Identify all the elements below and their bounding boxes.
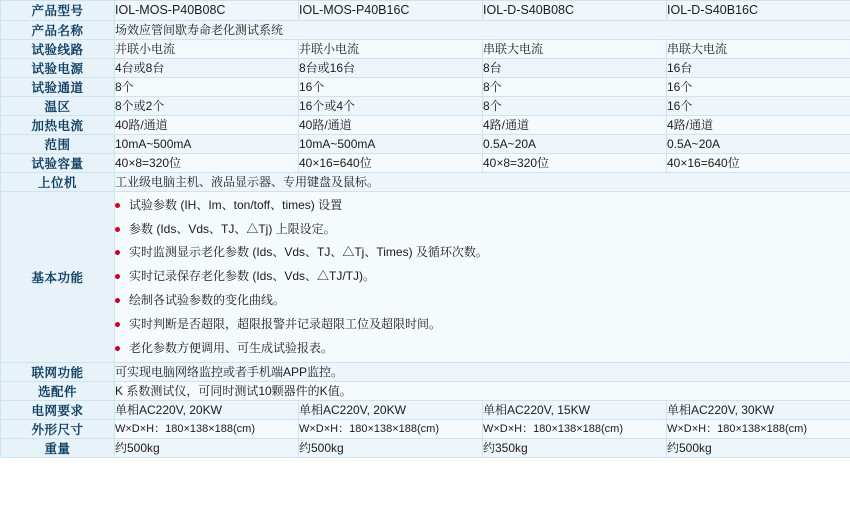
row-value: 40路/通道: [299, 115, 483, 134]
table-row: [1, 401, 850, 420]
row-label: 产品型号: [1, 1, 115, 21]
table-row: [1, 96, 850, 115]
row-value: 16台: [667, 58, 850, 77]
row-value: 40×8=320位: [483, 153, 667, 172]
row-label: 加热电流: [1, 115, 115, 134]
row-value: 8个: [115, 77, 299, 96]
row-value: 16个或4个: [299, 96, 483, 115]
table-row: [1, 363, 850, 382]
table-row: [1, 382, 850, 401]
list-item: 试验参数 (IH、Im、ton/toff、times) 设置: [115, 196, 850, 216]
row-value: IOL-MOS-P40B16C: [299, 1, 483, 21]
row-label: 电网要求: [1, 401, 115, 420]
row-label: 联网功能: [1, 363, 115, 382]
table-row: [1, 1, 850, 21]
row-value: 4台或8台: [115, 58, 299, 77]
row-label: 试验容量: [1, 153, 115, 172]
row-value: 4路/通道: [483, 115, 667, 134]
row-value: 10mA~500mA: [299, 134, 483, 153]
row-value: 8台: [483, 58, 667, 77]
table-row: [1, 420, 850, 439]
row-value: 串联大电流: [483, 39, 667, 58]
row-label: 产品名称: [1, 20, 115, 39]
row-label: 外形尺寸: [1, 420, 115, 439]
row-value: IOL-D-S40B08C: [483, 1, 667, 21]
row-value: 8台或16台: [299, 58, 483, 77]
function-list: [115, 196, 850, 359]
list-item: 老化参数方便调用、可生成试验报表。: [115, 339, 850, 359]
row-value: IOL-D-S40B16C: [667, 1, 850, 21]
row-label: 范围: [1, 134, 115, 153]
list-item: 绘制各试验参数的变化曲线。: [115, 291, 850, 311]
row-value: 16个: [299, 77, 483, 96]
row-value: 可实现电脑网络监控或者手机端APP监控。: [115, 363, 850, 382]
list-item: 实时记录保存老化参数 (Ids、Vds、△TJ/TJ)。: [115, 267, 850, 287]
table-row: [1, 153, 850, 172]
row-label: 试验线路: [1, 39, 115, 58]
row-value: 单相AC220V, 30KW: [667, 401, 850, 420]
table-row: [1, 439, 850, 458]
table-row: [1, 115, 850, 134]
row-value: 场效应管间歇寿命老化测试系统: [115, 20, 850, 39]
row-value: 并联小电流: [115, 39, 299, 58]
row-value: 并联小电流: [299, 39, 483, 58]
row-value: 约500kg: [667, 439, 850, 458]
row-label: 上位机: [1, 172, 115, 191]
row-value: 16个: [667, 77, 850, 96]
row-value: 4路/通道: [667, 115, 850, 134]
row-value: W×D×H：180×138×188(cm): [115, 420, 299, 439]
table-row: [1, 39, 850, 58]
row-value: 串联大电流: [667, 39, 850, 58]
table-row: [1, 20, 850, 39]
row-value: 约500kg: [115, 439, 299, 458]
row-label: 试验电源: [1, 58, 115, 77]
row-value: 16个: [667, 96, 850, 115]
row-value: 单相AC220V, 20KW: [299, 401, 483, 420]
row-value: 单相AC220V, 20KW: [115, 401, 299, 420]
row-value: 约350kg: [483, 439, 667, 458]
row-value: W×D×H：180×138×188(cm): [667, 420, 850, 439]
row-label: 重量: [1, 439, 115, 458]
row-value: 40路/通道: [115, 115, 299, 134]
row-value: 约500kg: [299, 439, 483, 458]
row-value: 单相AC220V, 15KW: [483, 401, 667, 420]
row-label: 选配件: [1, 382, 115, 401]
row-value: IOL-MOS-P40B08C: [115, 1, 299, 21]
row-value: 40×16=640位: [667, 153, 850, 172]
list-item: 实时判断是否超限，超限报警并记录超限工位及超限时间。: [115, 315, 850, 335]
table-row: [1, 172, 850, 191]
table-row: [1, 58, 850, 77]
row-label: 基本功能: [1, 191, 115, 363]
row-value: 工业级电脑主机、液品显示器、专用键盘及鼠标。: [115, 172, 850, 191]
row-value: 0.5A~20A: [483, 134, 667, 153]
row-value: 8个: [483, 96, 667, 115]
table-row-functions: [1, 191, 850, 363]
row-value: 0.5A~20A: [667, 134, 850, 153]
basic-functions-cell: [115, 191, 850, 363]
row-value: 10mA~500mA: [115, 134, 299, 153]
list-item: 参数 (Ids、Vds、TJ、△Tj) 上限设定。: [115, 220, 850, 240]
row-value: K 系数测试仪，可同时测试10颗器件的K值。: [115, 382, 850, 401]
row-label: 试验通道: [1, 77, 115, 96]
row-value: W×D×H：180×138×188(cm): [483, 420, 667, 439]
row-value: 40×8=320位: [115, 153, 299, 172]
row-value: W×D×H：180×138×188(cm): [299, 420, 483, 439]
row-label: 温区: [1, 96, 115, 115]
table-row: [1, 77, 850, 96]
table-row: [1, 134, 850, 153]
list-item: 实时监测显示老化参数 (Ids、Vds、TJ、△Tj、Times) 及循环次数。: [115, 243, 850, 263]
row-value: 40×16=640位: [299, 153, 483, 172]
row-value: 8个或2个: [115, 96, 299, 115]
row-value: 8个: [483, 77, 667, 96]
